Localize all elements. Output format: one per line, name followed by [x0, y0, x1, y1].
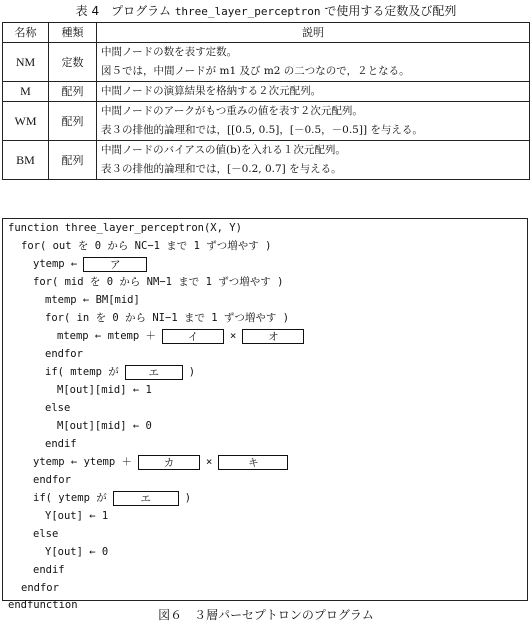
- blank-ka: カ: [138, 455, 200, 470]
- code-text: ytemp ←: [33, 258, 78, 270]
- code-line: [33, 561, 65, 579]
- multiply-sign: ×: [230, 330, 237, 342]
- code-text: Y[out] ← 0: [45, 546, 109, 558]
- table-row: [3, 102, 530, 141]
- code-line: [33, 471, 71, 489]
- code-line: [45, 399, 70, 417]
- table-caption-suffix: で使用する定数及び配列: [320, 4, 457, 18]
- table-caption: [0, 2, 532, 19]
- program-box: [2, 218, 528, 611]
- code-text: endfor: [33, 474, 71, 486]
- cell-kind: 配列: [49, 102, 97, 141]
- header-description: 説明: [97, 23, 530, 43]
- cell-name: NM: [3, 43, 49, 82]
- cell-name: WM: [3, 102, 49, 141]
- code-line: [45, 507, 108, 525]
- blank-e-2: エ: [113, 491, 179, 506]
- description-line: 中間ノードのアークがもつ重みの値を表す２次元配列。: [101, 105, 363, 117]
- cell-description: [97, 141, 530, 180]
- code-text: for( in を 0 から NI−1 まで 1 ずつ増やす ): [45, 312, 290, 324]
- code-line: [33, 453, 288, 471]
- code-text: mtemp ← mtemp ＋: [57, 330, 157, 342]
- code-text: M[out][mid] ← 0: [57, 420, 152, 432]
- cell-kind: 定数: [49, 43, 97, 82]
- code-text: function three_layer_perceptron(X, Y): [8, 222, 242, 234]
- code-text: ytemp ← ytemp ＋: [33, 456, 133, 468]
- code-line: [21, 237, 271, 255]
- code-text: endfor: [21, 582, 59, 594]
- code-text: else: [33, 528, 59, 540]
- code-line: [45, 543, 108, 561]
- blank-a: ア: [83, 257, 147, 272]
- table-caption-code: three_layer_perceptron: [174, 5, 321, 18]
- code-line: [8, 219, 242, 237]
- code-text: if( ytemp が: [33, 492, 107, 504]
- code-text: mtemp ← BM[mid]: [45, 294, 140, 306]
- code-line: [57, 327, 304, 345]
- blank-i: イ: [162, 329, 224, 344]
- code-text: endfor: [45, 348, 83, 360]
- cell-name: M: [3, 82, 49, 102]
- code-line: [57, 417, 152, 435]
- figure-caption: 図６ ３層パーセプトロンのプログラム: [158, 608, 374, 622]
- description-line: 中間ノードのバイアスの値(b)を入れる１次元配列。: [101, 144, 346, 156]
- table-caption-prefix: 表 4 プログラム: [75, 4, 175, 18]
- multiply-sign: ×: [206, 456, 213, 468]
- table-row: [3, 82, 530, 102]
- code-line: [45, 363, 195, 381]
- description-line: 中間ノードの演算結果を格納する２次元配列。: [101, 85, 322, 97]
- cell-name: BM: [3, 141, 49, 180]
- table-header-row: [3, 23, 530, 43]
- code-line: [33, 273, 283, 291]
- code-text: if( mtemp が: [45, 366, 119, 378]
- code-line: [45, 435, 77, 453]
- header-name: 名称: [3, 23, 49, 43]
- cell-kind: 配列: [49, 82, 97, 102]
- code-line: [45, 309, 289, 327]
- code-line: [33, 525, 58, 543]
- code-line: [45, 345, 83, 363]
- code-text: for( mid を 0 から NM−1 まで 1 ずつ増やす ): [33, 276, 284, 288]
- definitions-table: [2, 22, 530, 180]
- blank-e-1: エ: [125, 365, 183, 380]
- description-line: 表３の排他的論理和では，[[0.5, 0.5]，[－0.5，－0.5]] を与える。: [101, 124, 423, 136]
- code-text: endif: [33, 564, 65, 576]
- code-line: [45, 291, 140, 309]
- table-row: [3, 43, 530, 82]
- description-line: 表３の排他的論理和では，[－0.2, 0.7] を与える。: [101, 163, 342, 175]
- code-text: for( out を 0 から NC−1 まで 1 ずつ増やす ): [21, 240, 272, 252]
- close-paren: ): [184, 492, 192, 504]
- code-text: M[out][mid] ← 1: [57, 384, 152, 396]
- close-paren: ): [188, 366, 196, 378]
- cell-description: [97, 102, 530, 141]
- cell-kind: 配列: [49, 141, 97, 180]
- blank-ki: キ: [218, 455, 288, 470]
- description-line: 中間ノードの数を表す定数。: [101, 46, 238, 58]
- code-line: [33, 255, 147, 273]
- cell-description: [97, 43, 530, 82]
- blank-o: オ: [242, 329, 304, 344]
- code-text: endfunction: [8, 599, 78, 611]
- cell-description: [97, 82, 530, 102]
- table-row: [3, 141, 530, 180]
- code-line: [21, 579, 59, 597]
- code-line: [33, 489, 191, 507]
- description-line: 図５では，中間ノードが m1 及び m2 の二つなので，２となる。: [101, 65, 410, 77]
- code-text: else: [45, 402, 71, 414]
- code-text: endif: [45, 438, 77, 450]
- code-text: Y[out] ← 1: [45, 510, 109, 522]
- header-kind: 種類: [49, 23, 97, 43]
- code-line: [57, 381, 152, 399]
